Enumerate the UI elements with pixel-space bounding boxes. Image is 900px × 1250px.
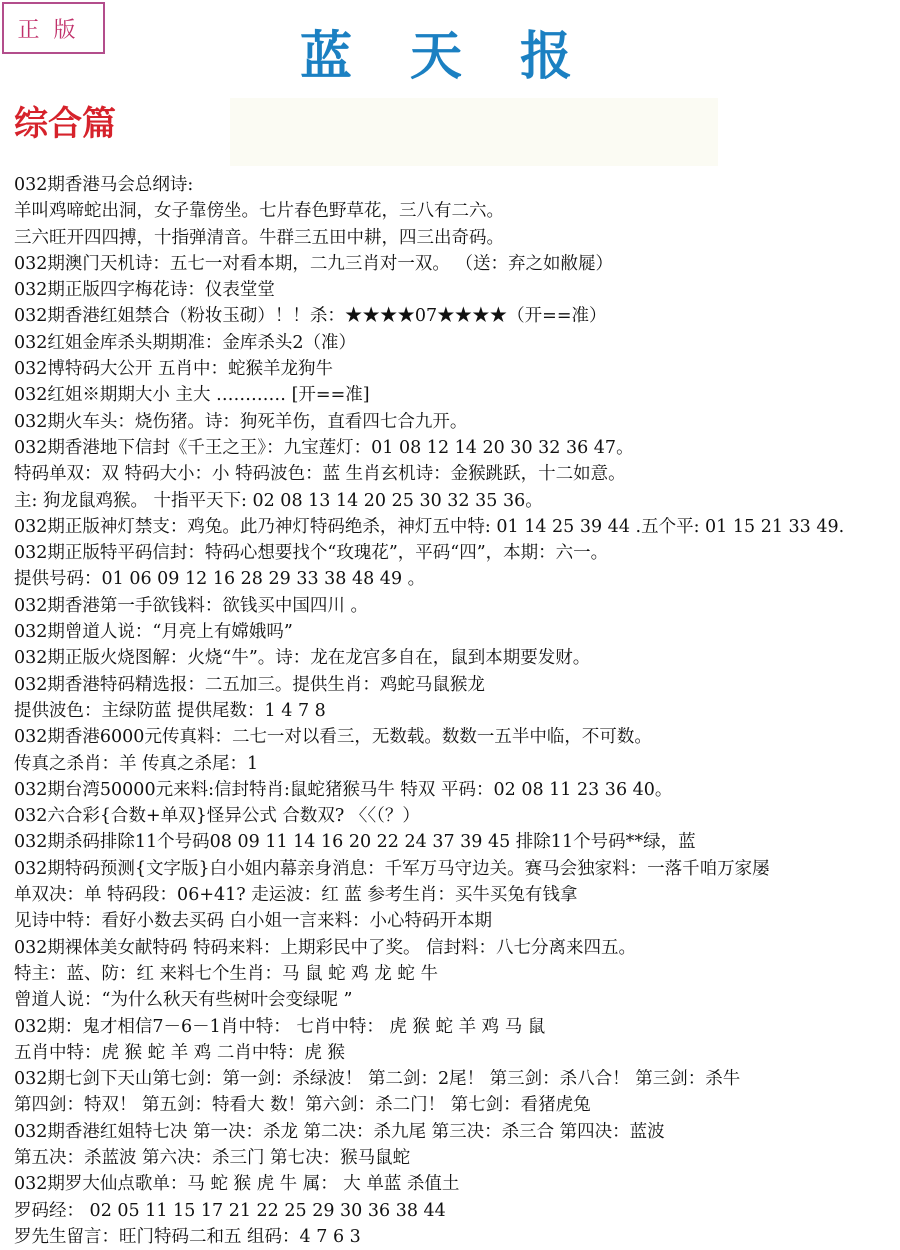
content-line: 032期香港地下信封《千王之王》：九宝莲灯：01 08 12 14 20 30 32 36 47。 [14,437,634,458]
content-line: 032红姐金库杀头期期准：金库杀头2（准） [14,332,357,353]
content-line: 罗码经： 02 05 11 15 17 21 22 25 29 30 36 38 44 [14,1200,446,1221]
content-line: 032期正版火烧图解：火烧“牛”。诗：龙在龙宫多自在，鼠到本期要发财。 [14,648,591,669]
content-line: 特主：蓝、防：红 来料七个生肖：马 鼠 蛇 鸡 龙 蛇 牛 [14,963,438,984]
content-line: 032期七剑下天山第七剑：第一剑：杀绿波！ 第二剑：2尾！ 第三剑：杀八合！ 第三剑：杀牛 [14,1069,741,1090]
content-line: 032博特码大公开 五肖中：蛇猴羊龙狗牛 [14,359,333,380]
content-line: 032期香港6000元传真料：二七一对以看三，无数载。数数一五半中临，不可数。 [14,727,652,748]
content-line: 032期：鬼才相信7－6－1肖中特： 七肖中特： 虎 猴 蛇 羊 鸡 马 鼠 [14,1016,546,1037]
content-line: 032期正版四字梅花诗：仪表堂堂 [14,280,275,301]
edition-badge-label: 正版 [17,17,90,43]
content-line: 032期台湾50000元来料:信封特肖:鼠蛇猪猴马牛 特双 平码：02 08 11 23 36 40。 [14,779,673,800]
content-line: 第五决：杀蓝波 第六决：杀三门 第七决：猴马鼠蛇 [14,1147,411,1168]
blank-banner-area [230,98,718,166]
content-line: 032期香港红姐禁合（粉妆玉砌）！！杀：★★★★07★★★★（开==准） [14,306,607,327]
page-title: 蓝天报 [300,27,631,87]
content-line: 五肖中特：虎 猴 蛇 羊 鸡 二肖中特：虎 猴 [14,1042,345,1063]
content-line: 032期正版神灯禁支：鸡兔。此乃神灯特码绝杀，神灯五中特: 01 14 25 39 44 .五个平: 01 15 21 33 49. [14,516,845,537]
content-lines [14,172,898,1250]
content-line: 特码单双：双 特码大小：小 特码波色：蓝 生肖玄机诗：金猴跳跃，十二如意。 [14,464,626,485]
content-line: 032期香港马会总纲诗: [14,175,194,195]
content-line: 032期罗大仙点歌单：马 蛇 猴 虎 牛 属： 大 单蓝 杀值土 [14,1174,460,1195]
content-line: 032期澳门天机诗：五七一对看本期，二九三肖对一双。 （送：弃之如敝屣） [14,253,613,274]
content-line: 032期杀码排除11个号码08 09 11 14 16 20 22 24 37 39 45 排除11个号码**绿，蓝 [14,832,696,853]
content-line: 见诗中特：看好小数去买码 白小姐一言来料：小心特码开本期 [14,911,493,932]
content-line: 主: 狗龙鼠鸡猴。 十指平天下: 02 08 13 14 20 25 30 32 35 36。 [14,490,543,511]
content-line: 单双决：单 特码段：06+41? 走运波：红 蓝 参考生肖：买牛买兔有钱拿 [14,885,578,906]
content-line: 第四剑：特双！ 第五剑：特看大 数！第六剑：杀二门！ 第七剑：看猪虎兔 [14,1095,591,1116]
content-line: 三六旺开四四搏，十指弹清音。牛群三五田中耕，四三出奇码。 [14,227,504,248]
section-title: 综合篇 [14,104,116,144]
content-line: 032期正版特平码信封：特码心想要找个“玫瑰花”，平码“四”，本期：六一。 [14,543,609,564]
content-line: 032期裸体美女献特码 特码来料：上期彩民中了奖。 信封料：八七分离来四五。 [14,937,637,958]
content-line: 032期火车头：烧伤猪。诗：狗死羊伤，直看四七合九开。 [14,411,468,432]
content-line: 032期香港红姐特七决 第一决：杀龙 第二决：杀九尾 第三决：杀三合 第四决：蓝波 [14,1121,665,1142]
content-line: 032红姐※期期大小 主大 ………… [开==准] [14,385,370,406]
edition-badge [2,2,105,54]
content-line: 罗先生留言：旺门特码二和五 组码：4 7 6 3 [14,1226,361,1247]
content-line: 032期香港第一手欲钱料：欲钱买中国四川 。 [14,595,368,616]
content-line: 032期曾道人说：“月亮上有嫦娥吗” [14,622,293,643]
content-line: 提供波色：主绿防蓝 提供尾数：1 4 7 8 [14,700,326,721]
content-line: 032六合彩{合数+单双}怪异公式 合数双? 〈〈（？） [14,806,420,827]
content-line: 传真之杀肖：羊 传真之杀尾：1 [14,753,259,774]
content-line: 032期特码预测{文字版}白小姐内幕亲身消息：千军万马守边关。赛马会独家料：一落千咱万家屡 [14,858,770,879]
content-line: 曾道人说：“为什么秋天有些树叶会变绿呢 ” [14,990,353,1011]
content-line: 提供号码：01 06 09 12 16 28 29 33 38 48 49 。 [14,569,426,590]
content-line: 032期香港特码精选报：二五加三。提供生肖：鸡蛇马鼠猴龙 [14,674,485,695]
content-line: 羊叫鸡啼蛇出洞，女子靠傍坐。七片春色野草花，三八有二六。 [14,201,504,222]
